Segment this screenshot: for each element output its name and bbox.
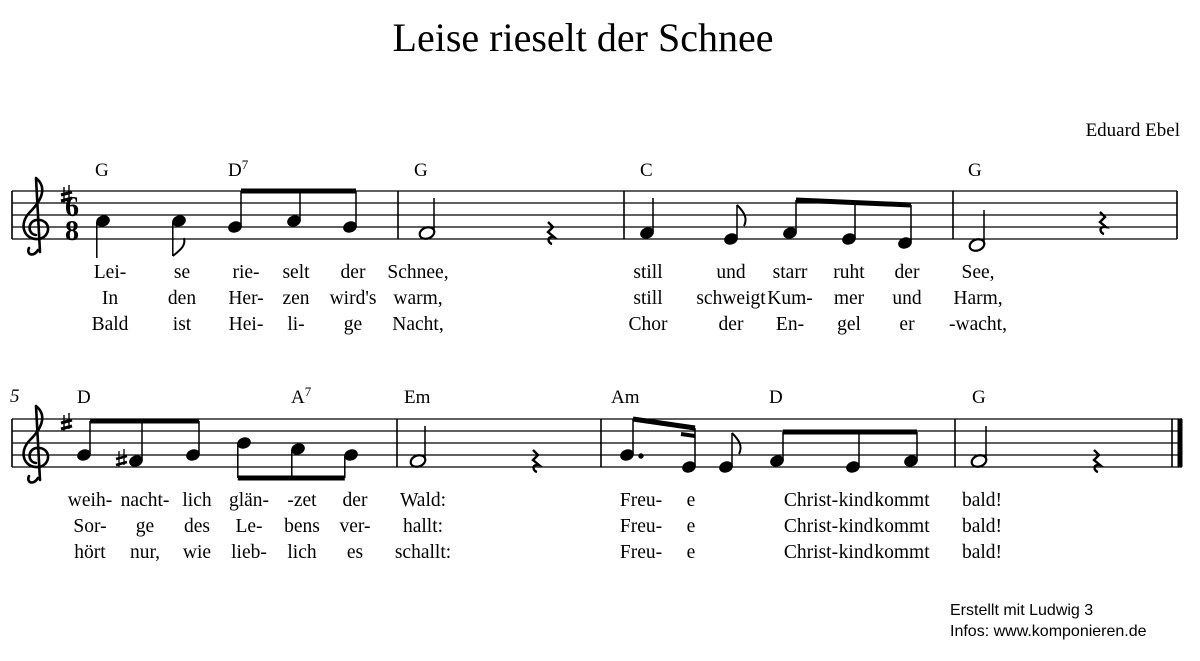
chord-symbol: G <box>972 387 986 408</box>
chord-symbol: C <box>640 160 653 181</box>
chord-symbol: G <box>95 160 109 181</box>
lyric-syllable: lieb- <box>231 542 267 563</box>
notes-measure-2 <box>418 198 554 244</box>
lyric-syllable: warm, <box>393 288 443 309</box>
staff-2 <box>12 419 1182 467</box>
lyric-syllable: mer <box>833 288 865 309</box>
lyric-syllable: der <box>340 262 366 283</box>
chord-symbol: Am <box>611 387 640 408</box>
lyric-syllable: nacht- <box>120 490 170 511</box>
lyric-syllable: Sor- <box>73 516 107 537</box>
lyric-syllable: lich <box>287 542 317 563</box>
lyric-syllable: ver- <box>339 516 371 537</box>
notes-measure-7 <box>619 419 919 474</box>
notes-measure-8 <box>970 426 1100 472</box>
lyric-syllable: See, <box>961 262 995 283</box>
lyric-syllable: Wald: <box>399 490 447 511</box>
sharp-icon <box>116 449 127 467</box>
lyric-syllable: selt <box>282 262 310 283</box>
lyric-syllable: wie <box>182 542 212 563</box>
lyric-syllable: Freu- <box>619 490 663 511</box>
lyric-syllable: bens <box>284 516 320 537</box>
lyric-syllable: zen <box>282 288 310 309</box>
lyric-syllable: Her- <box>228 288 264 309</box>
chord-symbol: D <box>769 387 783 408</box>
lyric-syllable: ist <box>172 314 192 335</box>
lyric-syllable: den <box>167 288 197 309</box>
lyric-syllable: weih- <box>67 490 113 511</box>
lyric-syllable: e <box>686 516 696 537</box>
lyric-syllable: wird's <box>329 288 377 309</box>
lyric-syllable: ruht <box>833 262 865 283</box>
lyric-syllable: und <box>892 288 922 309</box>
lyric-syllable: Schnee, <box>387 262 449 283</box>
lyric-syllable: Harm, <box>953 288 1003 309</box>
lyric-syllable: Bald <box>91 314 129 335</box>
lyric-syllable: gel <box>837 314 861 335</box>
notes-measure-3 <box>639 198 913 250</box>
lyric-syllable: es <box>346 542 364 563</box>
lyric-syllable: er <box>899 314 915 335</box>
lyric-syllable: kind <box>838 516 874 537</box>
footer-credits <box>950 600 1147 642</box>
lyric-syllable: Freu- <box>619 516 663 537</box>
lyric-syllable: glän- <box>228 490 270 511</box>
lyric-syllable: starr <box>772 262 808 283</box>
lyric-syllable: kommt <box>874 516 930 537</box>
lyric-syllable: hallt: <box>402 516 444 537</box>
lyric-syllable: schallt: <box>394 542 452 563</box>
lyric-syllable: hört <box>74 542 106 563</box>
lyric-syllable: der <box>894 262 920 283</box>
lyric-syllable: bald! <box>961 542 1003 563</box>
notes-measure-1 <box>95 191 358 258</box>
staff-1 <box>12 191 1177 239</box>
notes-measure-6 <box>409 426 539 472</box>
lyric-syllable: e <box>686 490 696 511</box>
lyric-syllable: se <box>173 262 191 283</box>
notes-measure-5 <box>76 421 359 478</box>
chord-symbol: G <box>414 160 428 181</box>
lyric-syllable: bald! <box>961 490 1003 511</box>
lyric-syllable: li- <box>287 314 305 335</box>
song-title: Leise rieselt der Schnee <box>392 15 774 60</box>
lyric-syllable: Freu- <box>619 542 663 563</box>
chord-symbol: $A^7$ <box>291 384 312 408</box>
lyric-syllable: kind <box>838 542 874 563</box>
treble-clef-icon <box>24 178 48 254</box>
time-signature-top: 6 <box>65 192 79 223</box>
lyric-syllable: kommt <box>874 490 930 511</box>
lyric-syllable: still <box>633 288 663 309</box>
footer-line-1: Erstellt mit Ludwig 3 <box>950 602 1094 619</box>
lyric-syllable: kind <box>838 490 874 511</box>
notes-measure-4 <box>968 210 1106 253</box>
lyric-syllable: ge <box>343 314 363 335</box>
lyric-syllable: der <box>342 490 368 511</box>
lyric-syllable: In <box>101 288 119 309</box>
lyric-syllable: bald! <box>961 516 1003 537</box>
lyric-syllable: kommt <box>874 542 930 563</box>
lyric-syllable: Hei- <box>228 314 264 335</box>
time-signature-bottom: 8 <box>65 216 79 247</box>
lyric-syllable: Lei- <box>93 262 127 283</box>
chord-symbol: G <box>968 160 982 181</box>
lyric-syllable: En- <box>775 314 805 335</box>
lyric-syllable: ge <box>135 516 155 537</box>
chord-symbol: D <box>77 387 91 408</box>
lyric-syllable: rie- <box>232 262 260 283</box>
lyric-syllable: Le- <box>235 516 263 537</box>
lyric-syllable: der <box>718 314 744 335</box>
lyric-syllable: lich <box>182 490 212 511</box>
lyric-syllable: -wacht, <box>949 314 1007 335</box>
lyric-syllable: still <box>633 262 663 283</box>
chords-line-1 <box>95 157 982 181</box>
lyric-syllable: und <box>716 262 746 283</box>
treble-clef-icon <box>24 406 48 482</box>
lyric-syllable: e <box>686 542 696 563</box>
footer-line-2: Infos: www.komponieren.de <box>950 623 1147 640</box>
lyric-syllable: schweigt <box>696 288 766 309</box>
chord-symbol: $D^7$ <box>228 157 249 181</box>
lyric-syllable: des <box>184 516 210 537</box>
chord-symbol: Em <box>404 387 431 408</box>
chords-line-2 <box>77 384 986 408</box>
lyric-syllable: Kum- <box>767 288 813 309</box>
measure-number: 5 <box>10 386 20 407</box>
lyric-syllable: Chor <box>628 314 668 335</box>
composer-name: Eduard Ebel <box>1085 120 1180 141</box>
lyric-syllable: nur, <box>129 542 161 563</box>
lyric-syllable: -zet <box>287 490 317 511</box>
lyric-syllable: Christ- <box>783 516 839 537</box>
lyric-syllable: Nacht, <box>392 314 444 335</box>
lyric-syllable: Christ- <box>783 542 839 563</box>
lyric-syllable: Christ- <box>783 490 839 511</box>
sharp-icon <box>61 413 72 431</box>
